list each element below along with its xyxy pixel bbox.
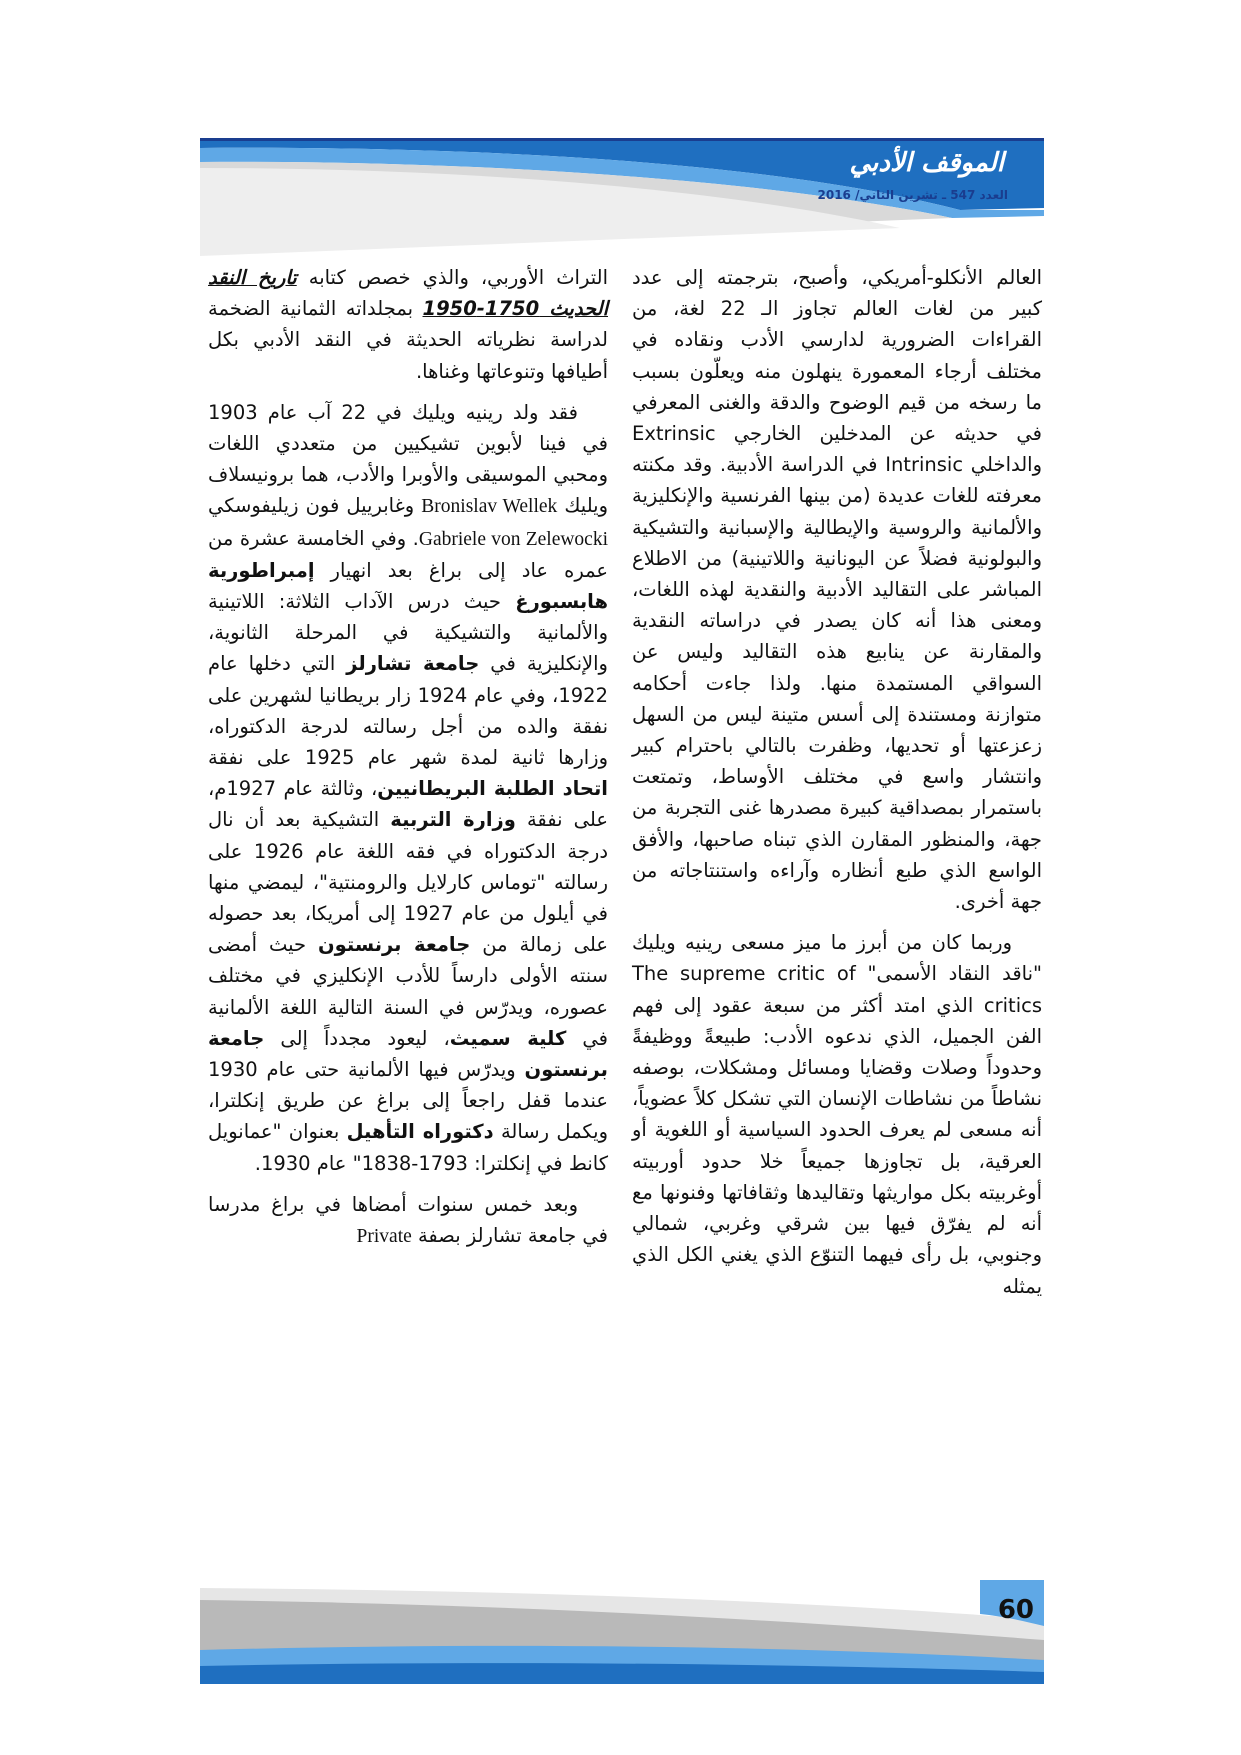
page-header [200, 138, 1044, 258]
highlight-term: إمبراطورية هابسبورغ [208, 558, 608, 614]
text-run: . وفي الخامسة عشرة من عمره عاد إلى براغ بعد انهيار [208, 526, 608, 582]
text-run: حيث درس الآداب الثلاثة: اللاتينية والألمانية والتشيكية في المرحلة الثانوية، والإنكليزية في [208, 590, 608, 676]
text-run: التي دخلها عام 1922، وفي عام 1924 زار بريطانيا لشهرين على نفقة والده من أجل رسالته لدرجة الدكتوراه، وزارها ثانية لمدة شهر عام 1925 على نفقة [208, 652, 608, 770]
highlight-term: جامعة برنستون [208, 1026, 608, 1082]
highlight-term: وزارة التربية [390, 808, 516, 832]
text-run: ، وثالثة عام 1927م، على نفقة [208, 777, 608, 832]
text-run: فقد ولد رينيه ويليك في 22 آب عام 1903 في فينا لأبوين تشيكيين من متعددي اللغات ومحبي الموسيقى والأوبرا والأدب، هما برونيسلاف ويليك [208, 400, 608, 518]
magazine-logo: الموقف الأدبي [849, 148, 1004, 178]
paragraph: العالم الأنكلو-أمريكي، وأصبح، بترجمته إلى عدد كبير من لغات العالم تجاوز الـ 22 لغة، من القراءات الضرورية لدارسي الأدب ونقاده في مختلف أرجاء المعمورة ينهلون منه ويعلّون بسبب ما رسخه من قيم الوضوح والدقة والغنى المعرفي في حديثه عن المدخلين الخارجي Extrinsic والداخلي Intrinsic في الدراسة الأدبية. وقد مكنته معرفته للغات عديدة (من بينها الفرنسية والإنكليزية والألمانية والروسية والإيطالية والإسبانية والتشيكية والبولونية فضلاً عن اليونانية واللاتينية) من الاطلاع المباشر على التقاليد الأدبية والنقدية لهذه اللغات، ومعنى هذا أنه كان يصدر في دراساته النقدية والمقارنة عن ينابيع هذه التقاليد وليس عن السواقي المستمدة منها. ولذا جاءت أحكامه متوازنة ومستندة إلى أسس متينة ليس من السهل زعزعتها أو تحديها، وظفرت بالتالي باحترام كبير وانتشار واسع في مختلف الأوساط، وتمتعت باستمرار بمصداقية كبيرة مصدرها غنى التجربة من جهة، والمنظور المقارن الذي تبناه صاحبها، والأفق الواسع الذي طبع أنظاره وآراءه واستنتاجاته من جهة أخرى. [632, 266, 1042, 914]
text-run: وبعد خمس سنوات أمضاها في براغ مدرسا في جامعة تشارلز بصفة [208, 1192, 608, 1248]
latin-name: Gabriele von Zelewocki [418, 528, 608, 550]
highlight-term: دكتوراه التأهيل [346, 1120, 494, 1144]
text-column-left [208, 262, 608, 1262]
book-title: تاريخ النقد الحديث 1750-1950 [208, 266, 608, 321]
latin-name: Bronislav Wellek [421, 496, 558, 518]
highlight-term: جامعة برنستون [318, 933, 471, 957]
paragraph [208, 1189, 608, 1252]
highlight-term: جامعة تشارلز [346, 652, 480, 676]
text-run: وغابرييل فون زيليفوسكي [208, 494, 422, 518]
text-run: بعنوان "عمانويل كانط في إنكلترا: 1793-1838" عام 1930. [208, 1120, 608, 1175]
page-number: 60 [997, 1595, 1034, 1625]
paragraph [208, 397, 608, 1179]
page-footer [200, 1580, 1044, 1690]
text-run: بمجلداته الثمانية الضخمة لدراسة نظرياته الحديثة في النقد الأدبي بكل أطيافها وتنوعاتها وغناها. [208, 297, 608, 383]
paragraph [208, 262, 608, 387]
text-run: ويدرّس فيها الألمانية حتى عام 1930 عندما قفل راجعاً إلى براغ عن طريق إنكلترا، ويكمل رسالة [208, 1058, 608, 1144]
text-run: حيث أمضى سنته الأولى دارساً للأدب الإنكليزي في مختلف عصوره، ويدرّس في السنة التالية اللغة الألمانية في [208, 933, 609, 1050]
highlight-term: كلية سميث [449, 1026, 567, 1050]
paragraph: وربما كان من أبرز ما ميز مسعى رينيه ويليك "ناقد النقاد الأسمى" The supreme critic of critics الذي امتد أكثر من سبعة عقود إلى فهم الفن الجميل، الذي ندعوه الأدب: طبيعةً ووظيفةً وحدوداً وصلات وقضايا ومسائل ومشكلات، بوصفه نشاطاً من نشاطات الإنسان التي تشكل كلاً عضوياً، أنه مسعى لم يعرف الحدود السياسية أو اللغوية أو العرقية، بل تجاوزها جميعاً خلا حدود أوربيته أوغربيته بكل مواريثها وتقاليدها وثقافاتها وفنونها مع أنه لم يفرّق فيها بين شرقي وغربي، شمالي وجنوبي، بل رأى فيهما التنوّع الذي يغني الكل الذي يمثله [632, 931, 1042, 1298]
text-run: التراث الأوربي، والذي خصص كتابه [296, 266, 608, 289]
text-column-right [632, 262, 1042, 1312]
text-run: ، ليعود مجدداً إلى [264, 1026, 450, 1050]
text-run: التشيكية بعد أن نال درجة الدكتوراه في فقه اللغة عام 1926 على رسالته "توماس كارلايل والرومنتية"، ليمضي منها في أيلول من عام 1927 إلى أمريكا، بعد حصوله على زمالة من [208, 808, 609, 957]
footer-wave-graphic [200, 1580, 1044, 1690]
latin-word: Private [356, 1226, 412, 1248]
issue-info: العدد 547 ـ تشرين الثاني/ 2016 [817, 188, 1008, 202]
highlight-term: اتحاد الطلبة البريطانيين [377, 777, 608, 801]
